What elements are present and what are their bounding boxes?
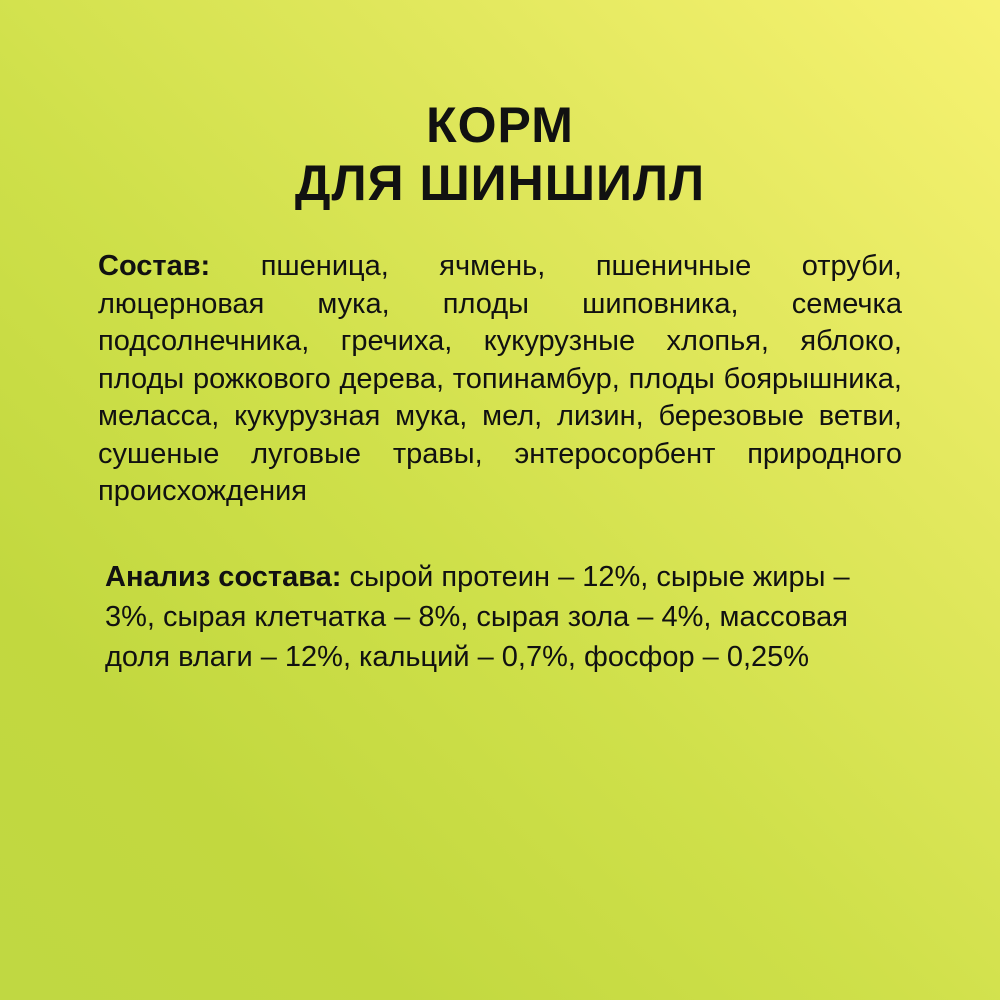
analysis-text: сырой протеин – 12%, сырые жиры – 3%, сырая клетчатка – 8%, сырая зола – 4%, массовая доля влаги – 12%, кальций – 0,7%, фосфор – 0,25% (105, 561, 850, 673)
composition-text: пшеница, ячмень, пшеничные отруби, люцерновая мука, плоды шиповника, семечка подсолнечника, гречиха, кукурузные хлопья, яблоко, плоды рожкового дерева, топинамбур, плоды боярышника, меласса, кукурузная мука, мел, лизин, березовые ветви, сушеные луговые травы, энтеросорбент природного происхождения (98, 250, 902, 507)
composition-label: Состав: (98, 250, 261, 282)
analysis-label: Анализ состава: (105, 561, 350, 593)
analysis-paragraph (105, 557, 905, 677)
composition-paragraph (98, 248, 902, 511)
title-line-2: ДЛЯ ШИНШИЛЛ (294, 155, 706, 211)
title-line-1: КОРМ (426, 97, 574, 153)
page-title (0, 96, 1000, 212)
